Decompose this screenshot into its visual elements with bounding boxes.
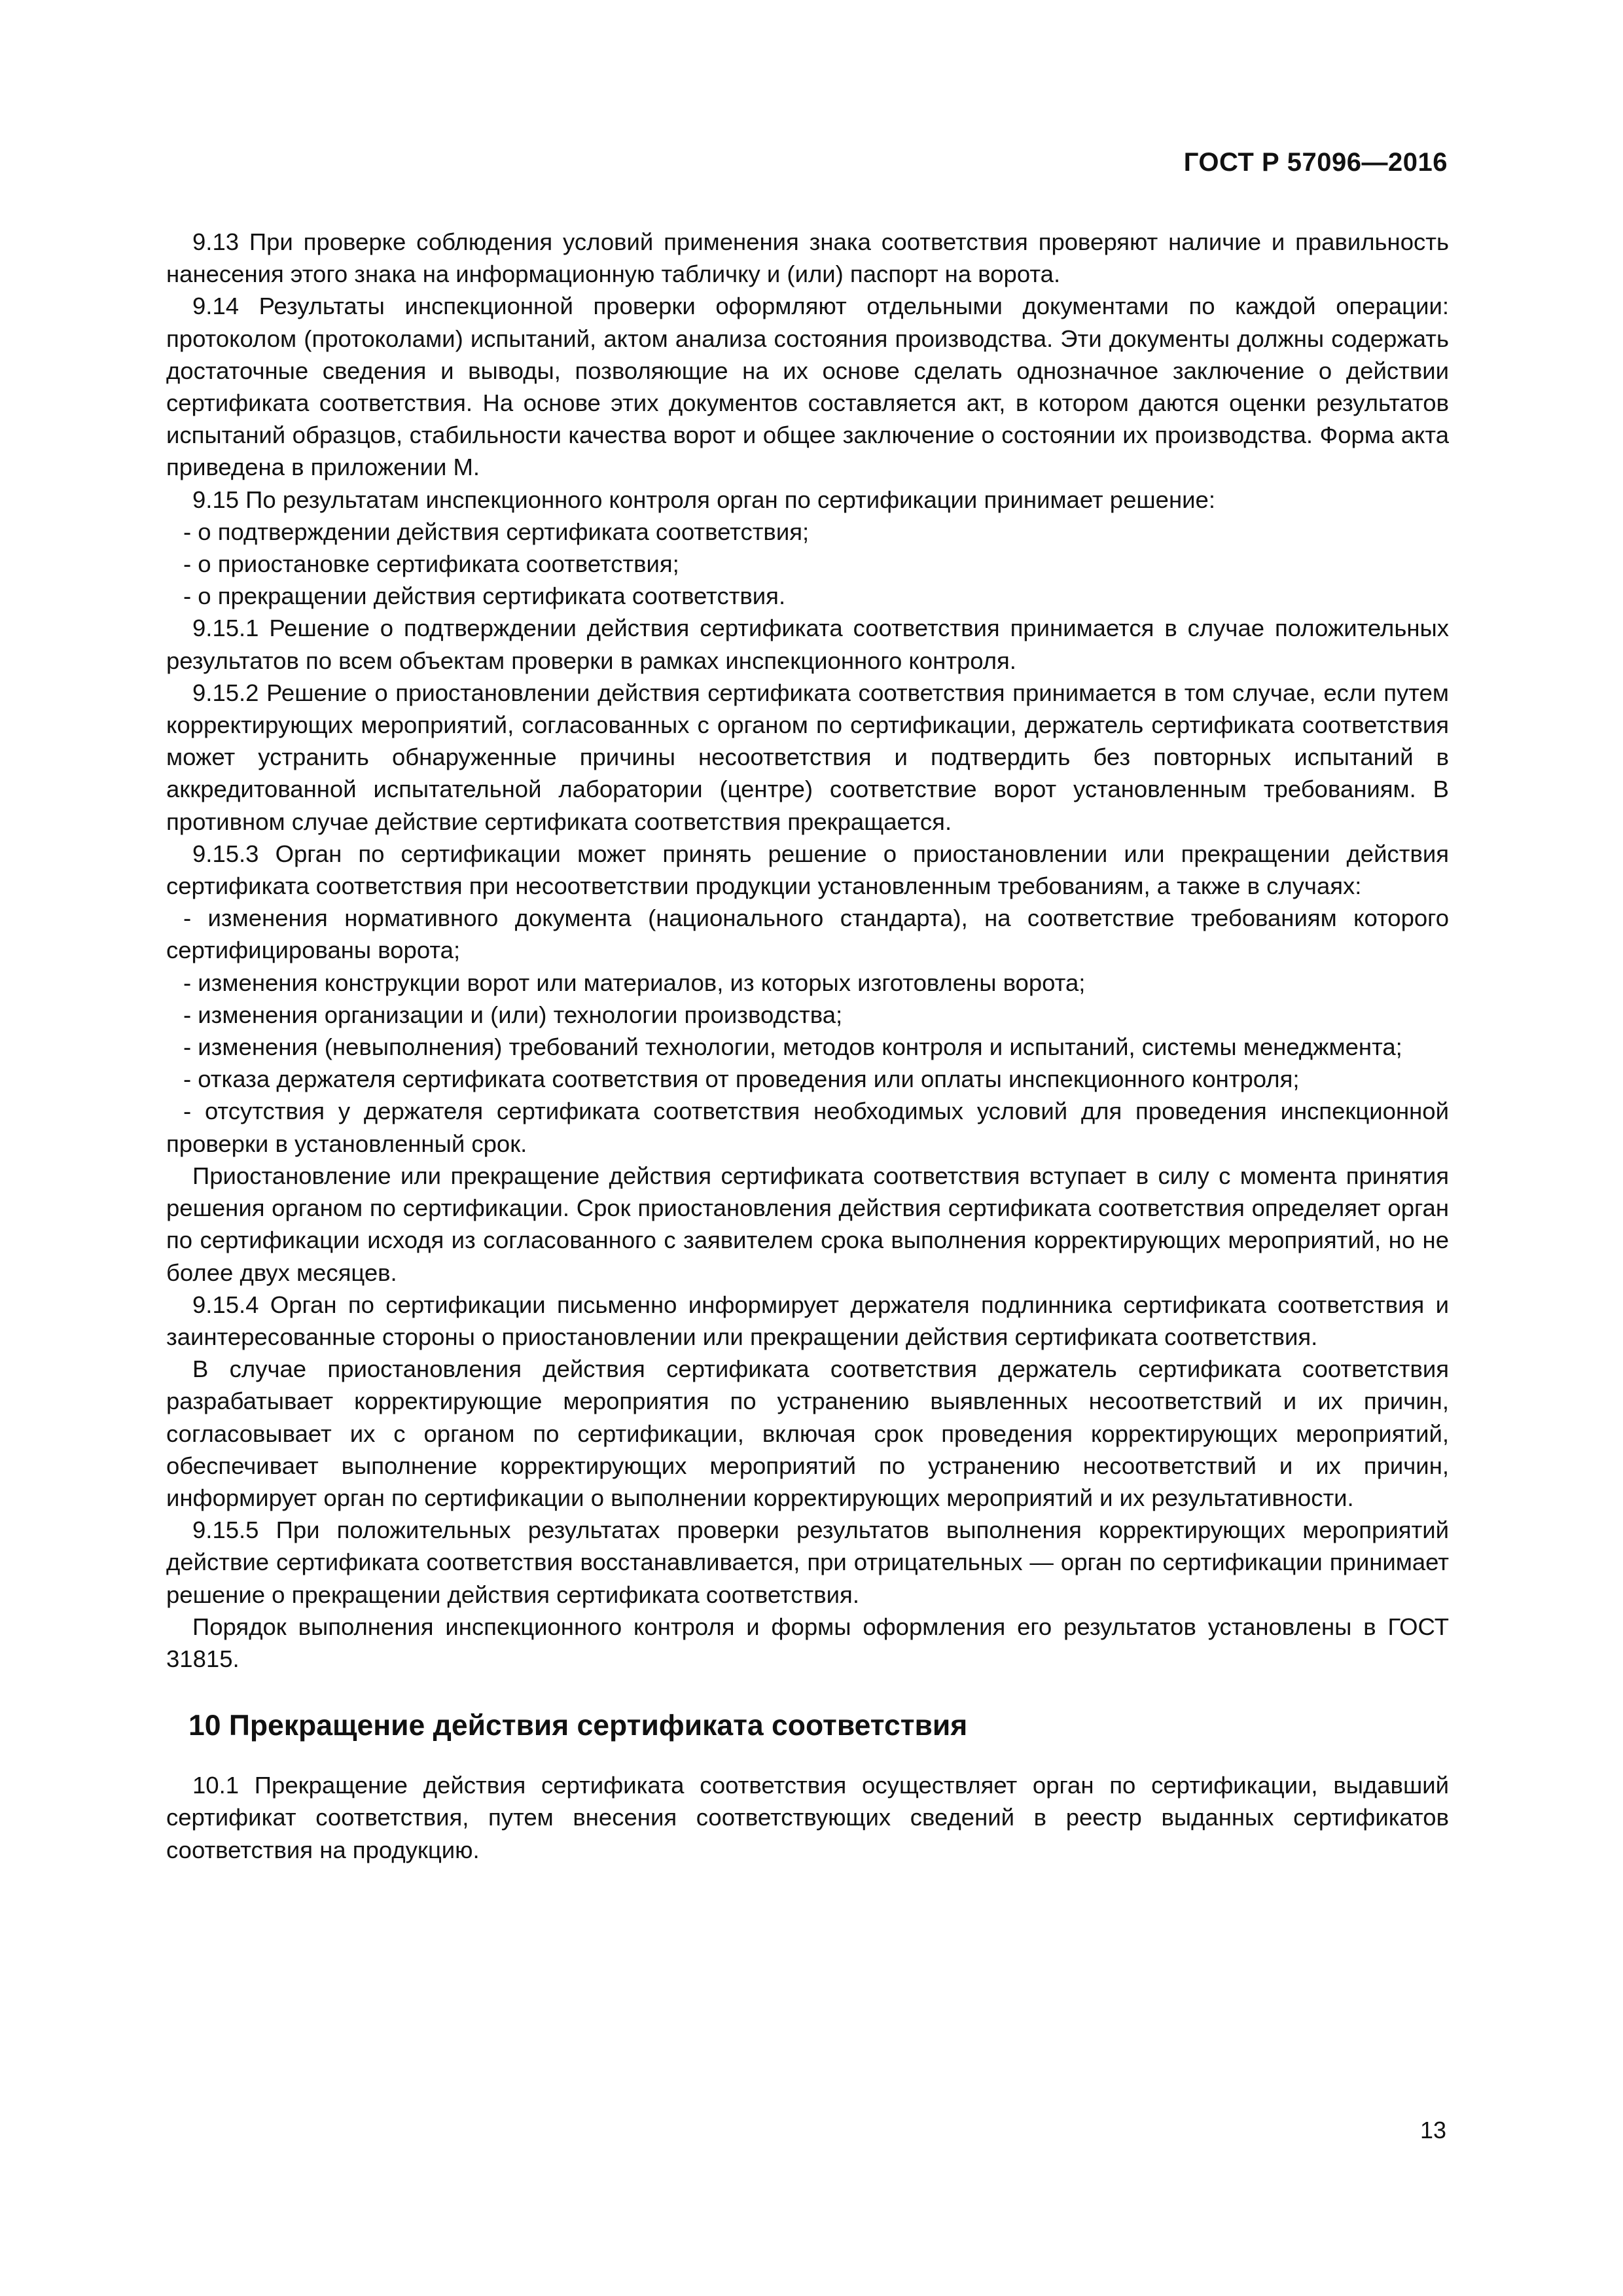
paragraph-9-15-4: 9.15.4 Орган по сертификации письменно информирует держателя подлинника сертификата соответствия и заинтересованные стороны о приостановлении или прекращении действия сертификата соответствия.	[166, 1291, 1449, 1350]
list-item: - о прекращении действия сертификата соответствия.	[183, 583, 786, 610]
paragraph-9-15-3: 9.15.3 Орган по сертификации может принять решение о приостановлении или прекращении действия сертификата соответствия при несоответствии продукции установленным требованиям, а также в случаях:	[166, 840, 1449, 900]
paragraph-9-15: 9.15 По результатам инспекционного контроля орган по сертификации принимает решение:	[192, 486, 1215, 513]
page-number: 13	[1419, 2117, 1446, 2144]
paragraph-inspection-order: Порядок выполнения инспекционного контроля и формы оформления его результатов установлены в ГОСТ 31815.	[166, 1613, 1449, 1672]
list-item: - изменения нормативного документа (национального стандарта), на соответствие требованиям которого сертифицированы ворота;	[166, 905, 1449, 964]
list-item: - отказа держателя сертификата соответствия от проведения или оплаты инспекционного контроля;	[183, 1066, 1300, 1093]
list-item: - о подтверждении действия сертификата соответствия;	[183, 518, 810, 545]
document-code: ГОСТ Р 57096—2016	[1183, 148, 1448, 177]
list-item: - изменения конструкции ворот или материалов, из которых изготовлены ворота;	[183, 969, 1086, 996]
paragraph-9-15-5: 9.15.5 При положительных результатах проверки результатов выполнения корректирующих мероприятий действие сертификата соответствия восстанавливается, при отрицательных — орган по сертификации принимает решение о прекращении действия сертификата соответствия.	[166, 1516, 1449, 1608]
list-item: - отсутствия у держателя сертификата соответствия необходимых условий для проведения инспекционной проверки в установленный срок.	[166, 1098, 1449, 1157]
section-heading-10: 10 Прекращение действия сертификата соответствия	[188, 1710, 968, 1742]
paragraph-9-14: 9.14 Результаты инспекционной проверки оформляют отдельными документами по каждой операции: протоколом (протоколами) испытаний, актом анализа состояния производства. Эти документы должны содержать достаточные сведения и выводы, позволяющие на их основе сделать однозначное заключение о действии сертификата соответствия. На основе этих документов составляется акт, в котором даются оценки результатов испытаний образцов, стабильности качества ворот и общее заключение о состоянии их производства. Форма акта приведена в приложении М.	[166, 293, 1449, 481]
list-item: - изменения (невыполнения) требований технологии, методов контроля и испытаний, системы менеджмента;	[183, 1033, 1402, 1061]
paragraph-10-1: 10.1 Прекращение действия сертификата соответствия осуществляет орган по сертификации, выдавший сертификат соответствия, путем внесения соответствующих сведений в реестр выданных сертификатов соответствия на продукцию.	[166, 1772, 1449, 1863]
list-item: - изменения организации и (или) технологии производства;	[183, 1001, 843, 1028]
paragraph-9-15-1: 9.15.1 Решение о подтверждении действия сертификата соответствия принимается в случае положительных результатов по всем объектам проверки в рамках инспекционного контроля.	[166, 615, 1449, 674]
document-body	[166, 226, 1449, 1866]
paragraph-suspension-measures: В случае приостановления действия сертификата соответствия держатель сертификата соответствия разрабатывает корректирующие мероприятия по устранению выявленных несоответствий и их причин, согласовывает их с органом по сертификации, включая срок проведения корректирующих мероприятий, обеспечивает выполнение корректирующих мероприятий по устранению несоответствий и их причин, информирует орган по сертификации о выполнении корректирующих мероприятий и их результативности.	[166, 1355, 1449, 1511]
list-item: - о приостановке сертификата соответствия;	[183, 550, 679, 578]
paragraph-9-15-2: 9.15.2 Решение о приостановлении действия сертификата соответствия принимается в том случае, если путем корректирующих мероприятий, согласованных с органом по сертификации, держатель сертификата соответствия может устранить обнаруженные причины несоответствия и подтвердить без повторных испытаний в аккредитованной испытательной лаборатории (центре) соответствие ворот установленным требованиям. В противном случае действие сертификата соответствия прекращается.	[166, 679, 1449, 835]
paragraph-suspension-effect: Приостановление или прекращение действия сертификата соответствия вступает в силу с момента принятия решения органом по сертификации. Срок приостановления действия сертификата соответствия определяет орган по сертификации исходя из согласованного с заявителем срока выполнения корректирующих мероприятий, но не более двух месяцев.	[166, 1162, 1449, 1286]
paragraph-9-13: 9.13 При проверке соблюдения условий применения знака соответствия проверяют наличие и правильность нанесения этого знака на информационную табличку и (или) паспорт на ворота.	[166, 228, 1449, 288]
